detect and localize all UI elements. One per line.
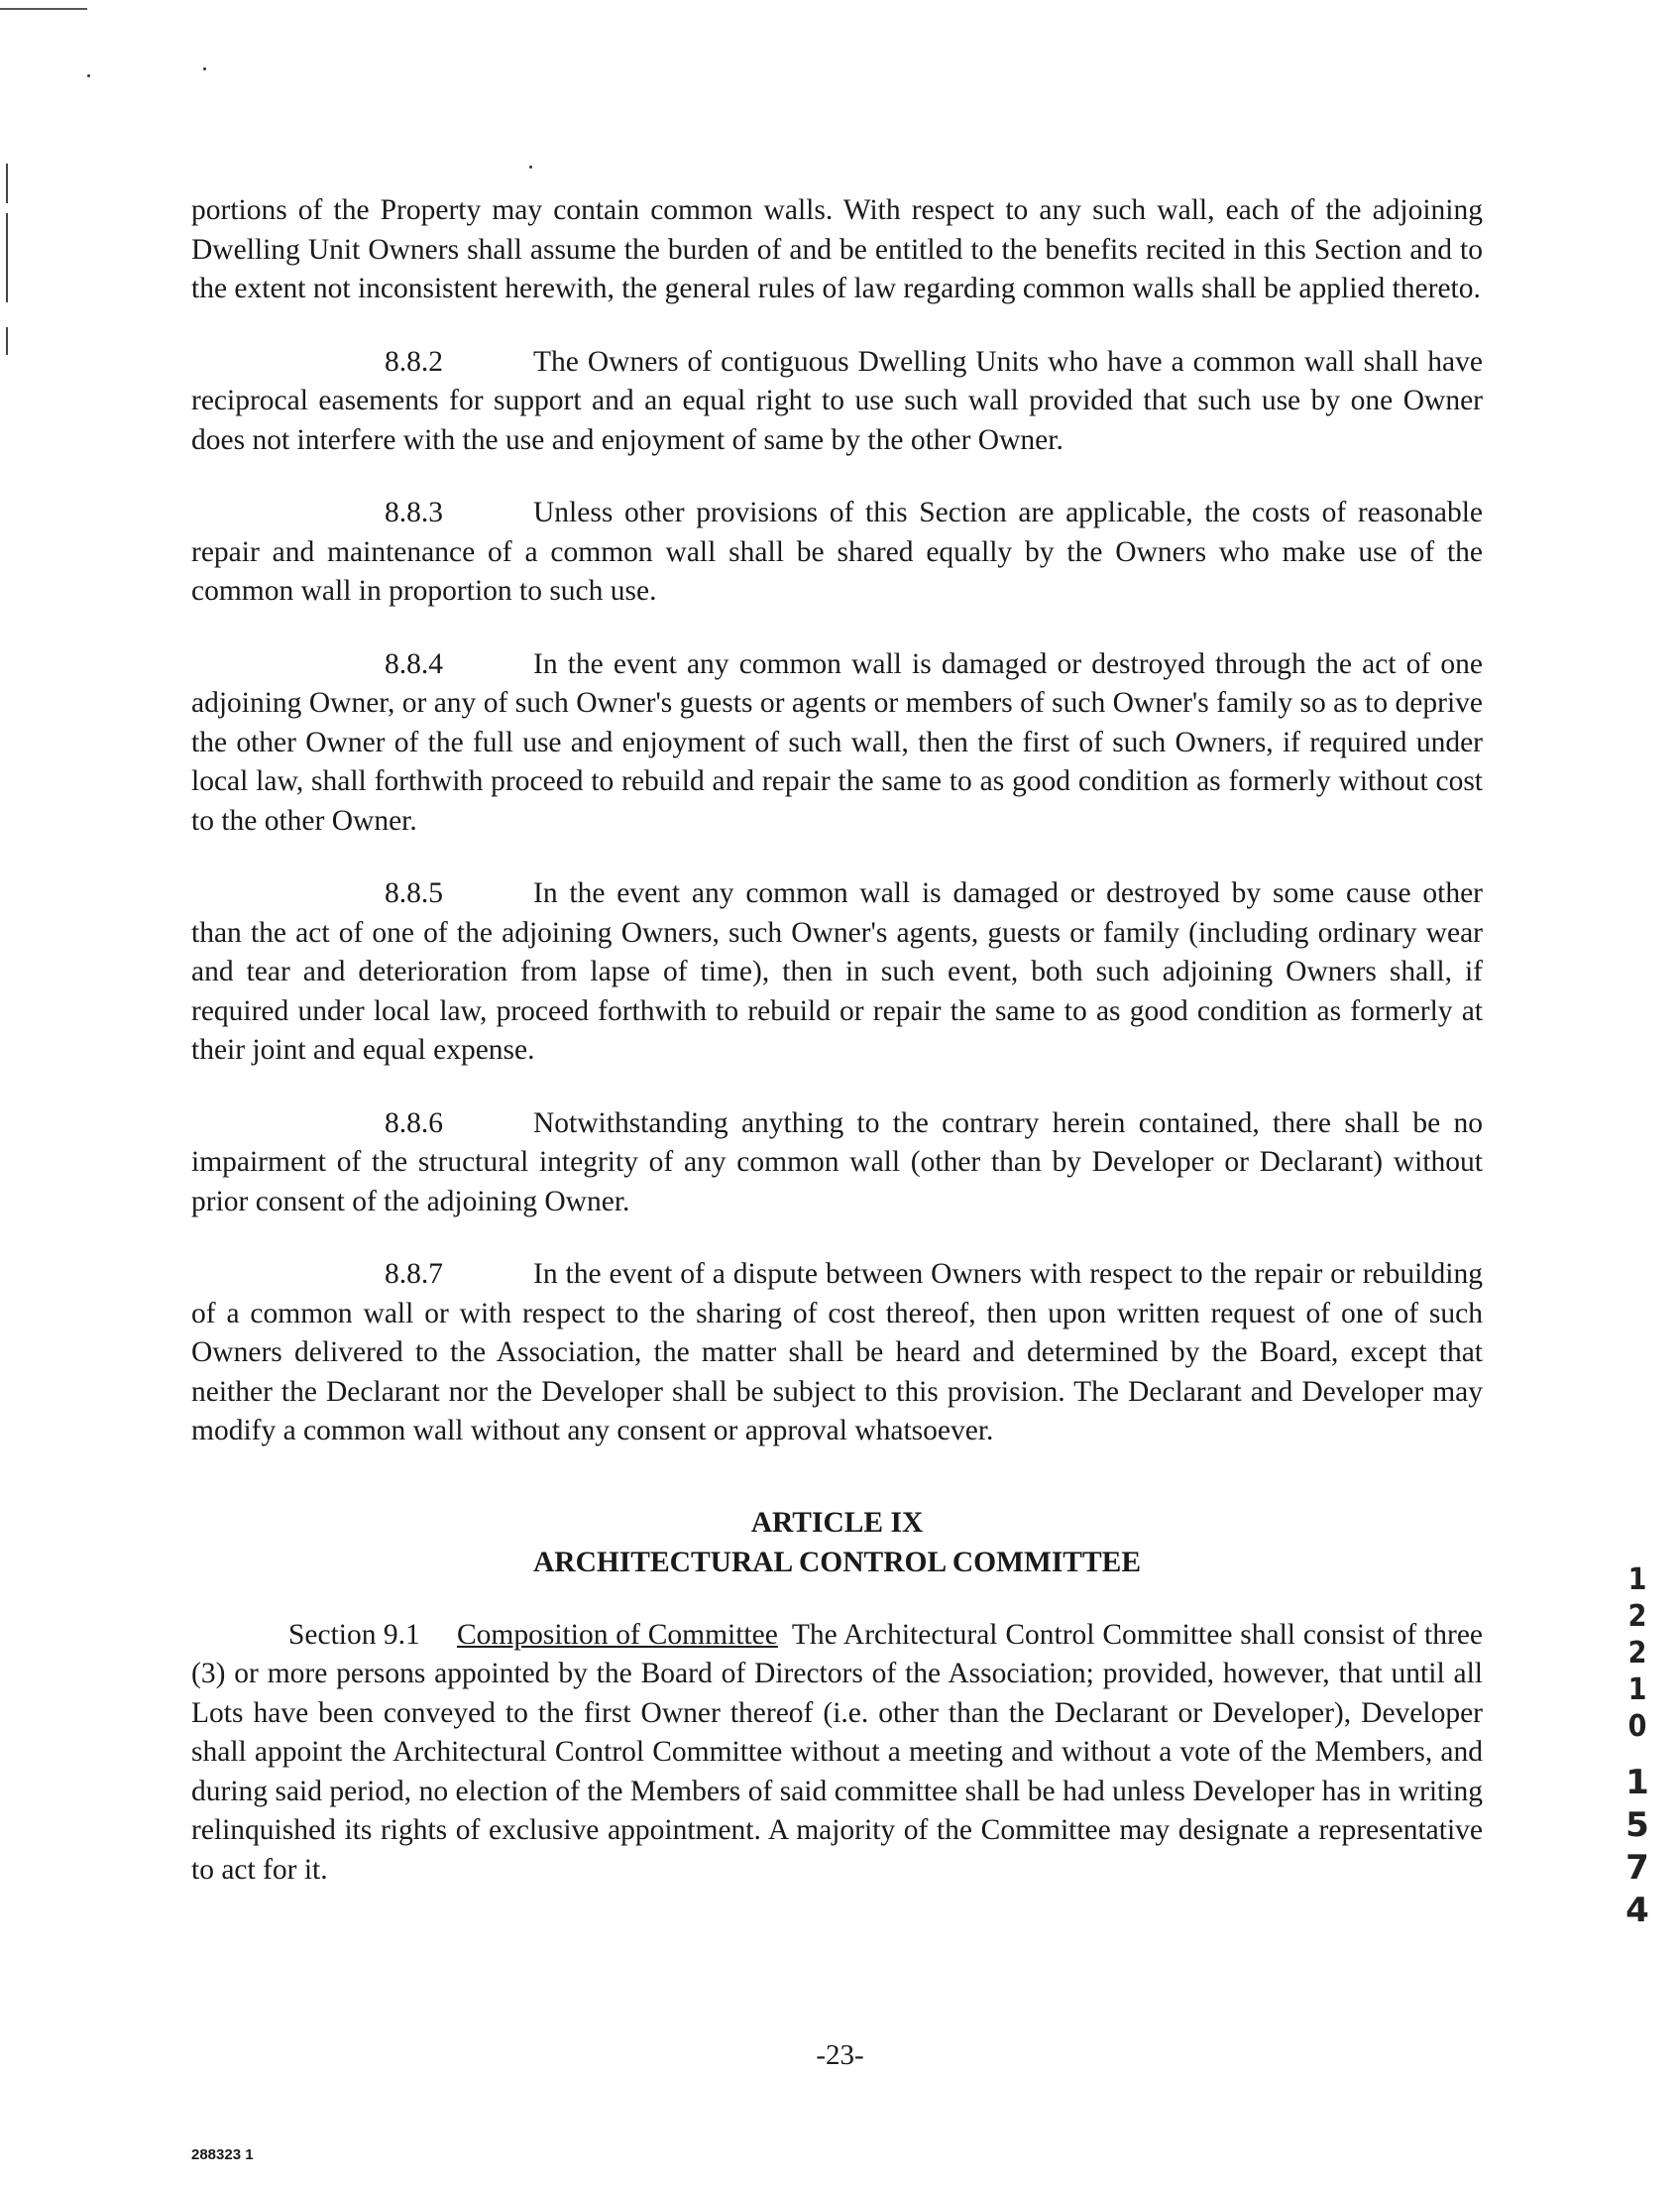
stamp-digit: 2 — [1627, 1636, 1647, 1671]
paragraph-number: 8.8.7 — [385, 1258, 443, 1290]
stamp-digit: 2 — [1627, 1599, 1647, 1634]
stamp-digit: 5 — [1625, 1805, 1649, 1845]
stamp-digit: 1 — [1627, 1672, 1647, 1707]
page-number: -23- — [816, 2039, 864, 2071]
paragraph-text: Notwithstanding anything to the contrary herein contained, there shall be no impairment of the structural integrity of any common wall (other than by Developer or Declarant) without prior consent of the adjoining Owner. — [191, 1106, 1483, 1217]
section-title: Composition of Committee — [457, 1618, 778, 1651]
paragraph-8-8-3 — [191, 494, 1483, 612]
paragraph-8-8-5 — [191, 874, 1483, 1071]
scan-artifact-bar — [6, 327, 8, 355]
paragraph-text: The Owners of contiguous Dwelling Units who have a common wall shall have reciprocal easements for support and an equal right to use such wall provided that such use by one Owner does not interfere with the use and enjoyment of same by the other Owner. — [191, 345, 1483, 456]
paragraph-text: In the event any common wall is damaged or destroyed through the act of one adjoining Owner, or any of such Owner's guests or agents or members of such Owner's family so as to deprive the other Owner of the full use and enjoyment of such wall, then the first of such Owners, if required under local law, shall forthwith proceed to rebuild and repair the same to as good condition as formerly without cost to the other Owner. — [191, 647, 1483, 837]
paragraph-common-walls-intro — [191, 191, 1483, 309]
article-number: ARTICLE IX — [750, 1506, 924, 1539]
stamp-digit: 1 — [1625, 1763, 1649, 1802]
section-9-1 — [191, 1616, 1483, 1891]
paragraph-number: 8.8.3 — [385, 497, 443, 528]
paragraph-number: 8.8.6 — [385, 1106, 443, 1139]
article-heading — [191, 1503, 1483, 1582]
paragraph-number: 8.8.4 — [385, 647, 443, 680]
scan-artifact-bar — [6, 213, 8, 302]
paragraph-8-8-7 — [191, 1255, 1483, 1451]
scan-artifact-bar — [6, 164, 8, 203]
article-title: ARCHITECTURAL CONTROL COMMITTEE — [532, 1546, 1142, 1578]
scan-artifact-dot — [203, 67, 206, 70]
stamp-digit: 7 — [1625, 1848, 1649, 1888]
recording-stamp-lower — [1616, 1762, 1659, 1932]
paragraph-text: In the event any common wall is damaged or destroyed by some cause other than the act of one of the adjoining Owners, such Owner's agents, guests or family (including ordinary wear and tear and deterioration from lapse of time), then in such event, both such adjoining Owners shall, if required under local law, proceed forthwith to rebuild or repair the same to as good condition as formerly at their joint and equal expense. — [191, 877, 1483, 1066]
recording-stamp-upper — [1618, 1561, 1657, 1745]
section-text: The Architectural Control Committee shall consist of three (3) or more persons appointed by the Board of Directors of the Association; provided, however, that until all Lots have been conveyed to the first Owner thereof (i.e. other than the Declarant or Developer), Developer shall appoint the Architectural Control Committee without a meeting and without a vote of the Members, and during said period, no election of the Members of said committee shall be had unless Developer has in writing relinquished its rights of exclusive appointment. A majority of the Committee may designate a representative to act for it. — [191, 1618, 1484, 1886]
paragraph-text: portions of the Property may contain common walls. With respect to any such wall, each of the adjoining Dwelling Unit Owners shall assume the burden of and be entitled to the benefits recited in this Section and to the extent not inconsistent herewith, the general rules of law regarding common walls shall be applied thereto. — [191, 194, 1483, 304]
paragraph-number: 8.8.2 — [385, 345, 443, 378]
scan-artifact-dot — [529, 166, 532, 169]
paragraph-8-8-6 — [191, 1104, 1483, 1222]
paragraph-number: 8.8.5 — [385, 877, 443, 909]
stamp-digit: 1 — [1627, 1562, 1647, 1597]
paragraph-text: In the event of a dispute between Owners with respect to the repair or rebuilding of a common wall or with respect to the sharing of cost thereof, then upon written request of one of such Owners delivered to the Association, the matter shall be heard and determined by the Board, except that neither the Declarant nor the Developer shall be subject to this provision. The Declarant and Developer may modify a common wall without any consent or approval whatsoever. — [191, 1258, 1483, 1446]
document-id: 288323 1 — [191, 2146, 254, 2163]
stamp-digit: 0 — [1627, 1709, 1647, 1744]
section-label: Section 9.1 — [288, 1618, 420, 1651]
document-body — [191, 191, 1483, 1890]
stamp-digit: 4 — [1625, 1891, 1649, 1930]
paragraph-8-8-2 — [191, 343, 1483, 461]
scan-artifact-dot — [87, 74, 90, 77]
paragraph-8-8-4 — [191, 645, 1483, 842]
scan-artifact-line — [0, 8, 87, 10]
paragraph-text: Unless other provisions of this Section are applicable, the costs of reasonable repair and maintenance of a common wall shall be shared equally by the Owners who make use of the common wall in proportion to such use. — [191, 497, 1483, 607]
